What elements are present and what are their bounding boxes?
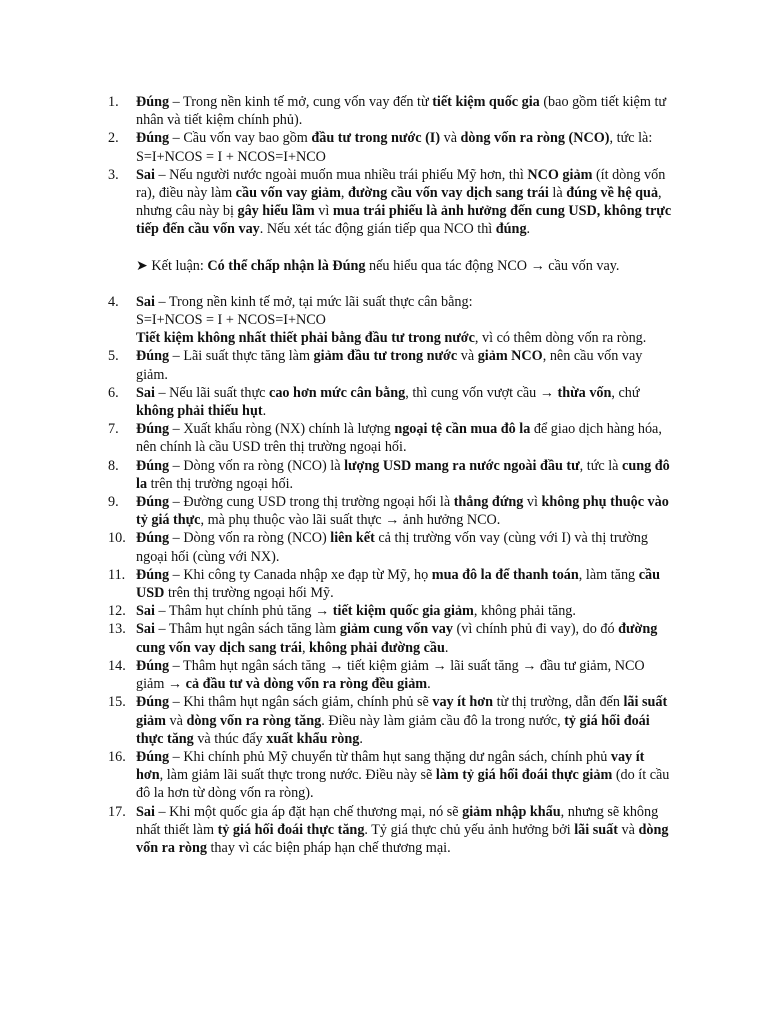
text: ,	[301, 639, 310, 656]
text: thay vì các biện pháp hạn chế thương mại.	[206, 839, 451, 856]
conclusion-note	[108, 257, 673, 275]
item-number: 7.	[108, 421, 119, 438]
bold-text: Sai	[136, 603, 155, 620]
list-item	[108, 420, 673, 456]
text: và thúc đẩy	[193, 730, 267, 747]
text: , vì có thêm dòng vốn ra ròng.	[474, 330, 647, 347]
item-number: 17.	[108, 803, 126, 820]
bold-text: Đúng	[136, 494, 170, 511]
equation-line: S=I+NCOS = I + NCOS=I+NCO	[136, 312, 326, 329]
bold-text: Đúng	[136, 94, 170, 110]
item-text	[136, 657, 673, 693]
text: – Lãi suất thực tăng làm	[169, 348, 314, 365]
text: .	[359, 730, 363, 747]
bold-text: lượng USD mang ra nước ngoài đầu tư	[344, 457, 580, 474]
bold-text: tỷ giá hối đoái thực tăng	[217, 821, 365, 838]
bold-text: Đúng	[136, 130, 170, 147]
bold-text: Đúng	[136, 421, 170, 438]
bold-text: dòng vốn ra ròng (NCO)	[460, 130, 610, 147]
text: . Tỷ giá thực chủ yếu ảnh hưởng bởi	[364, 821, 575, 838]
text: , thì cung vốn vượt cầu →	[405, 384, 558, 401]
list-item	[108, 602, 673, 620]
text: và	[457, 348, 478, 365]
item-text	[136, 347, 673, 383]
equation-line: S=I+NCOS = I + NCOS=I+NCO	[136, 148, 326, 165]
bold-text: tiết kiệm quốc gia giảm	[332, 603, 474, 620]
bold-text: Sai	[136, 803, 155, 820]
item-text	[136, 93, 673, 129]
text: , tức là:	[609, 130, 653, 147]
bold-text: Đúng	[136, 457, 170, 474]
text: – Khi một quốc gia áp đặt hạn chế thương mại, nó sẽ	[154, 803, 463, 820]
item-number: 9.	[108, 494, 119, 511]
text: (ít dòng vốn ra), điều này làm	[136, 166, 666, 202]
item-number: 10.	[108, 530, 126, 547]
item-text	[136, 748, 673, 803]
text: .	[526, 221, 531, 238]
text: , nhưng câu này bị	[136, 185, 662, 220]
bold-text: giảm nhập khẩu	[462, 803, 561, 820]
text: trên thị trường ngoại hối.	[147, 475, 294, 492]
list-item	[108, 657, 673, 693]
bold-text: tiết kiệm quốc gia	[432, 94, 540, 110]
bold-text: thừa vốn	[557, 384, 612, 401]
text: – Thâm hụt chính phủ tăng →	[154, 603, 333, 620]
list-item	[108, 93, 673, 129]
text: – Nếu người nước ngoài muốn mua nhiều trái phiếu Mỹ hơn, thì	[154, 166, 528, 183]
item-number: 6.	[108, 384, 119, 401]
list-item	[108, 803, 673, 858]
bold-text: Đúng	[136, 748, 170, 765]
item-number: 3.	[108, 166, 119, 183]
text: từ thị trường, dẫn đến	[493, 694, 624, 711]
answer-list	[108, 93, 673, 857]
bold-text: dòng vốn ra ròng	[136, 821, 669, 856]
text: nếu hiểu qua tác động NCO → cầu vốn vay.	[365, 257, 620, 274]
item-number: 14.	[108, 657, 126, 674]
text: (vì chính phủ đi vay), do đó	[453, 621, 619, 638]
text: cả thị trường vốn vay (cùng với I) và thị trường ngoại hối (cùng với NX).	[136, 530, 648, 565]
list-item	[108, 620, 673, 656]
bold-text: thẳng đứng	[453, 494, 524, 511]
text: , không phải tăng.	[473, 603, 576, 620]
item-number: 4.	[108, 293, 119, 310]
text: .	[427, 676, 431, 693]
bold-text: xuất khẩu ròng	[266, 730, 360, 747]
text: . Nếu xét tác động gián tiếp qua NCO thì	[259, 221, 496, 238]
bold-text: Sai	[136, 166, 155, 183]
bold-text: Sai	[136, 384, 155, 401]
text: và	[617, 821, 639, 838]
text: – Khi công ty Canada nhập xe đạp từ Mỹ, họ	[169, 566, 432, 583]
bold-text: không phải đường cầu	[309, 639, 445, 656]
text: , làm giảm lãi suất thực trong nước. Điều này sẽ	[159, 767, 436, 784]
bold-text: giảm đầu tư trong nước	[313, 348, 458, 365]
bold-text: Đúng	[136, 530, 170, 547]
item-text	[136, 602, 673, 620]
item-text	[136, 384, 673, 420]
list-item	[108, 166, 673, 239]
item-text	[136, 620, 673, 656]
bold-text: không phải thiếu hụt	[136, 403, 263, 420]
text: và	[165, 712, 187, 729]
bold-text: tỷ giá hối đoái thực tăng	[136, 712, 650, 747]
text: , làm tăng	[578, 566, 639, 583]
list-item	[108, 693, 673, 748]
item-text	[136, 420, 673, 456]
item-number: 1.	[108, 94, 119, 110]
text: – Xuất khẩu ròng (NX) chính là lượng	[169, 421, 395, 438]
bold-text: gây hiểu lầm	[237, 203, 315, 220]
item-number: 11.	[108, 566, 126, 583]
item-number: 2.	[108, 130, 119, 147]
text: – Dòng vốn ra ròng (NCO)	[169, 530, 331, 547]
bold-text: Sai	[136, 621, 155, 638]
bold-text: cung đô la	[136, 457, 670, 492]
text: – Thâm hụt ngân sách tăng → tiết kiệm giảm → lãi suất tăng → đầu tư giảm, NCO giảm →	[136, 657, 645, 693]
bold-text: làm tỷ giá hối đoái thực giảm	[435, 767, 613, 784]
text: là	[548, 185, 567, 202]
text: và	[440, 130, 461, 147]
bold-text: lãi suất giảm	[136, 694, 668, 729]
text: , tức là	[579, 457, 623, 474]
bold-text: NCO giảm	[527, 166, 593, 183]
item-number: 5.	[108, 348, 119, 365]
list-item	[108, 566, 673, 602]
bold-text: cầu vốn vay giảm	[235, 185, 341, 202]
bold-text: vay ít hơn	[136, 748, 645, 784]
text: – Trong nền kinh tế mở, cung vốn vay đến từ	[169, 94, 433, 110]
bold-text: giảm cung vốn vay	[339, 621, 453, 638]
text: (do ít cầu đô la hơn từ dòng vốn ra ròng).	[136, 767, 670, 802]
text: .	[444, 639, 449, 656]
text: – Đường cung USD trong thị trường ngoại hối là	[169, 494, 454, 511]
item-text	[136, 803, 673, 858]
item-text	[136, 293, 673, 311]
item-text	[136, 166, 673, 239]
text: – Dòng vốn ra ròng (NCO) là	[169, 457, 345, 474]
bold-text: Đúng	[136, 348, 170, 365]
bold-text: cầu USD	[136, 566, 660, 602]
text: – Khi chính phủ Mỹ chuyển từ thâm hụt sang thặng dư ngân sách, chính phủ	[169, 748, 611, 765]
text: , nhưng sẽ không nhất thiết làm	[136, 803, 659, 838]
item-number: 12.	[108, 603, 126, 620]
answer-group-2	[108, 293, 673, 857]
text: – Cầu vốn vay bao gồm	[169, 130, 312, 147]
list-item	[108, 347, 673, 383]
text: – Trong nền kinh tế mở, tại mức lãi suất thực cân bằng:	[154, 293, 473, 310]
item-text	[136, 493, 673, 529]
item-extra-text	[136, 329, 673, 347]
text: để giao dịch hàng hóa, nên chính là cầu USD trên thị trường ngoại hối.	[136, 421, 662, 456]
text: – Khi thâm hụt ngân sách giảm, chính phủ sẽ	[169, 694, 433, 711]
bold-text: đường cung vốn vay dịch sang trái	[136, 621, 658, 656]
text: (bao gồm tiết kiệm tư nhân và tiết kiệm chính phủ).	[136, 94, 667, 129]
bold-text: đúng về hệ quả	[566, 185, 659, 202]
text: . Điều này làm giảm cầu đô la trong nước,	[321, 712, 565, 729]
bold-text: vay ít hơn	[432, 694, 494, 711]
list-item	[108, 129, 673, 165]
answer-group-1	[108, 93, 673, 239]
list-item	[108, 457, 673, 493]
bold-text: dòng vốn ra ròng tăng	[186, 712, 322, 729]
bold-text: giảm NCO	[477, 348, 543, 365]
item-number: 8.	[108, 457, 119, 474]
text: , mà phụ thuộc vào lãi suất thực → ảnh hưởng NCO.	[200, 512, 501, 529]
item-number: 15.	[108, 694, 126, 711]
item-text	[136, 457, 673, 493]
bold-text: ngoại tệ cần mua đô la	[394, 421, 531, 438]
bold-text: đường cầu vốn vay dịch sang trái	[348, 185, 549, 202]
text: vì	[523, 494, 542, 511]
bold-text: mua trái phiếu là ảnh hưởng đến cung USD, không trực tiếp đến cầu vốn vay	[136, 203, 672, 238]
text: vì	[314, 203, 333, 220]
bold-text: Đúng	[136, 657, 170, 674]
text: , chứ	[611, 384, 640, 401]
bold-text: không phụ thuộc vào tỷ giá thực	[136, 494, 669, 529]
bold-text: Sai	[136, 293, 155, 310]
item-number: 16.	[108, 748, 126, 765]
item-number: 13.	[108, 621, 126, 638]
item-text	[136, 129, 673, 147]
bold-text: đúng	[495, 221, 527, 238]
text: .	[262, 403, 267, 420]
text: – Thâm hụt ngân sách tăng làm	[154, 621, 340, 638]
list-item	[108, 493, 673, 529]
list-item	[108, 384, 673, 420]
list-item	[108, 748, 673, 803]
bold-text: Đúng	[136, 694, 170, 711]
item-text	[136, 693, 673, 748]
bold-text: mua đô la để thanh toán	[431, 566, 579, 583]
text: , nên cầu vốn vay giảm.	[136, 348, 643, 383]
bold-text: cao hơn mức cân bằng	[269, 384, 406, 401]
item-text	[136, 529, 673, 565]
list-item	[108, 529, 673, 565]
text: trên thị trường ngoại hối Mỹ.	[164, 585, 334, 602]
bold-text: lãi suất	[574, 821, 618, 838]
bold-text: đầu tư trong nước (I)	[311, 130, 441, 147]
bold-text: cả đầu tư và dòng vốn ra ròng đều giảm	[185, 676, 428, 693]
bold-text: Tiết kiệm không nhất thiết phải bằng đầu tư trong nước	[136, 330, 475, 347]
bold-text: Có thể chấp nhận là Đúng	[207, 257, 366, 274]
text: – Nếu lãi suất thực	[154, 384, 270, 401]
list-item	[108, 293, 673, 348]
bold-text: liên kết	[330, 530, 375, 547]
text: ➤ Kết luận:	[136, 257, 208, 274]
item-text	[136, 566, 673, 602]
text: ,	[340, 185, 348, 202]
bold-text: Đúng	[136, 566, 170, 583]
